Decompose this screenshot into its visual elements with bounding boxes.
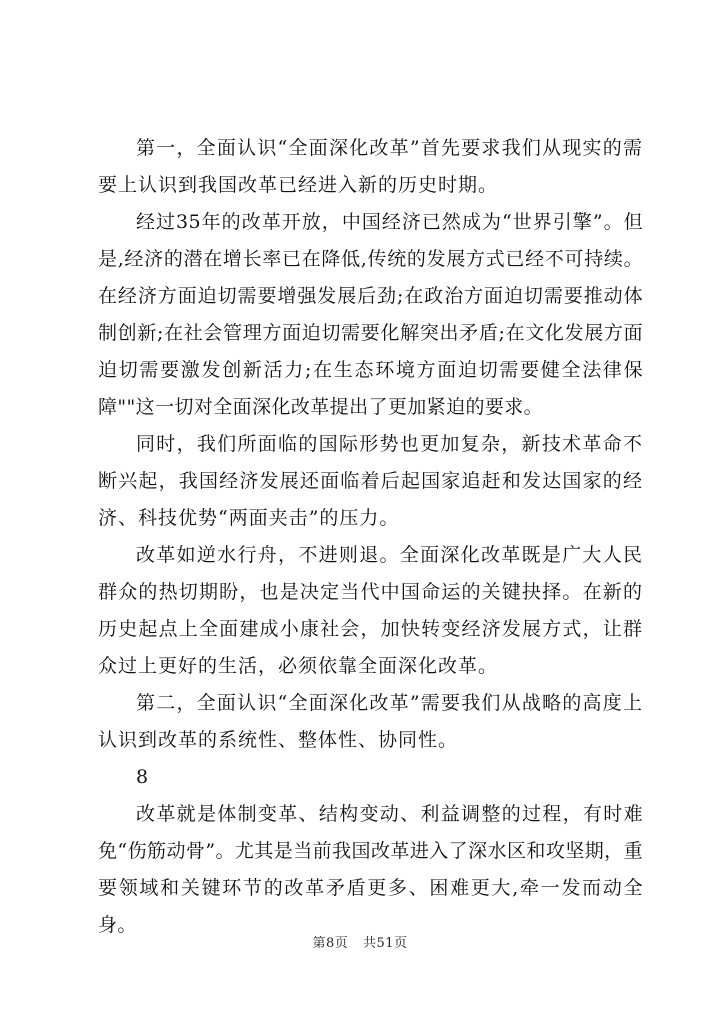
paragraph-5: 第二，全面认识“全面深化改革”需要我们从战略的高度上认识到改革的系统性、整体性、协同性。 — [98, 692, 643, 751]
inline-page-number: 8 — [136, 766, 149, 788]
document-body — [98, 130, 643, 944]
paragraph-4: 改革如逆水行舟，不进则退。全面深化改革既是广大人民群众的热切期盼，也是决定当代中国命运的关键抉择。在新的历史起点上全面建成小康社会，加快转变经济发展方式，让群众过上更好的生活，必须依靠全面深化改革。 — [98, 544, 643, 677]
paragraph-6: 改革就是体制变革、结构变动、利益调整的过程，有时难免“伤筋动骨”。尤其是当前我国改革进入了深水区和攻坚期，重要领域和关键环节的改革矛盾更多、困难更大,牵一发而动全身。 — [98, 803, 643, 936]
paragraph-1: 第一，全面认识“全面深化改革”首先要求我们从现实的需要上认识到我国改革已经进入新的历史时期。 — [98, 137, 643, 196]
footer-total-pages: 共51页 — [362, 936, 408, 951]
paragraph-3: 同时，我们所面临的国际形势也更加复杂，新技术革命不断兴起，我国经济发展还面临着后起国家追赶和发达国家的经济、科技优势“两面夹击”的压力。 — [98, 433, 643, 529]
footer-page-number: 第8页 — [312, 936, 349, 951]
paragraph-2: 经过35年的改革开放，中国经济已然成为“世界引擎”。但是,经济的潜在增长率已在降低,传统的发展方式已经不可持续。在经济方面迫切需要增强发展后劲;在政治方面迫切需要推动体制创新;在社会管理方面迫切需要化解突出矛盾;在文化发展方面迫切需要激发创新活力;在生态环境方面迫切需要健全法律保障""这一切对全面深化改革提出了更加紧迫的要求。 — [98, 211, 643, 418]
page-footer — [0, 932, 720, 951]
